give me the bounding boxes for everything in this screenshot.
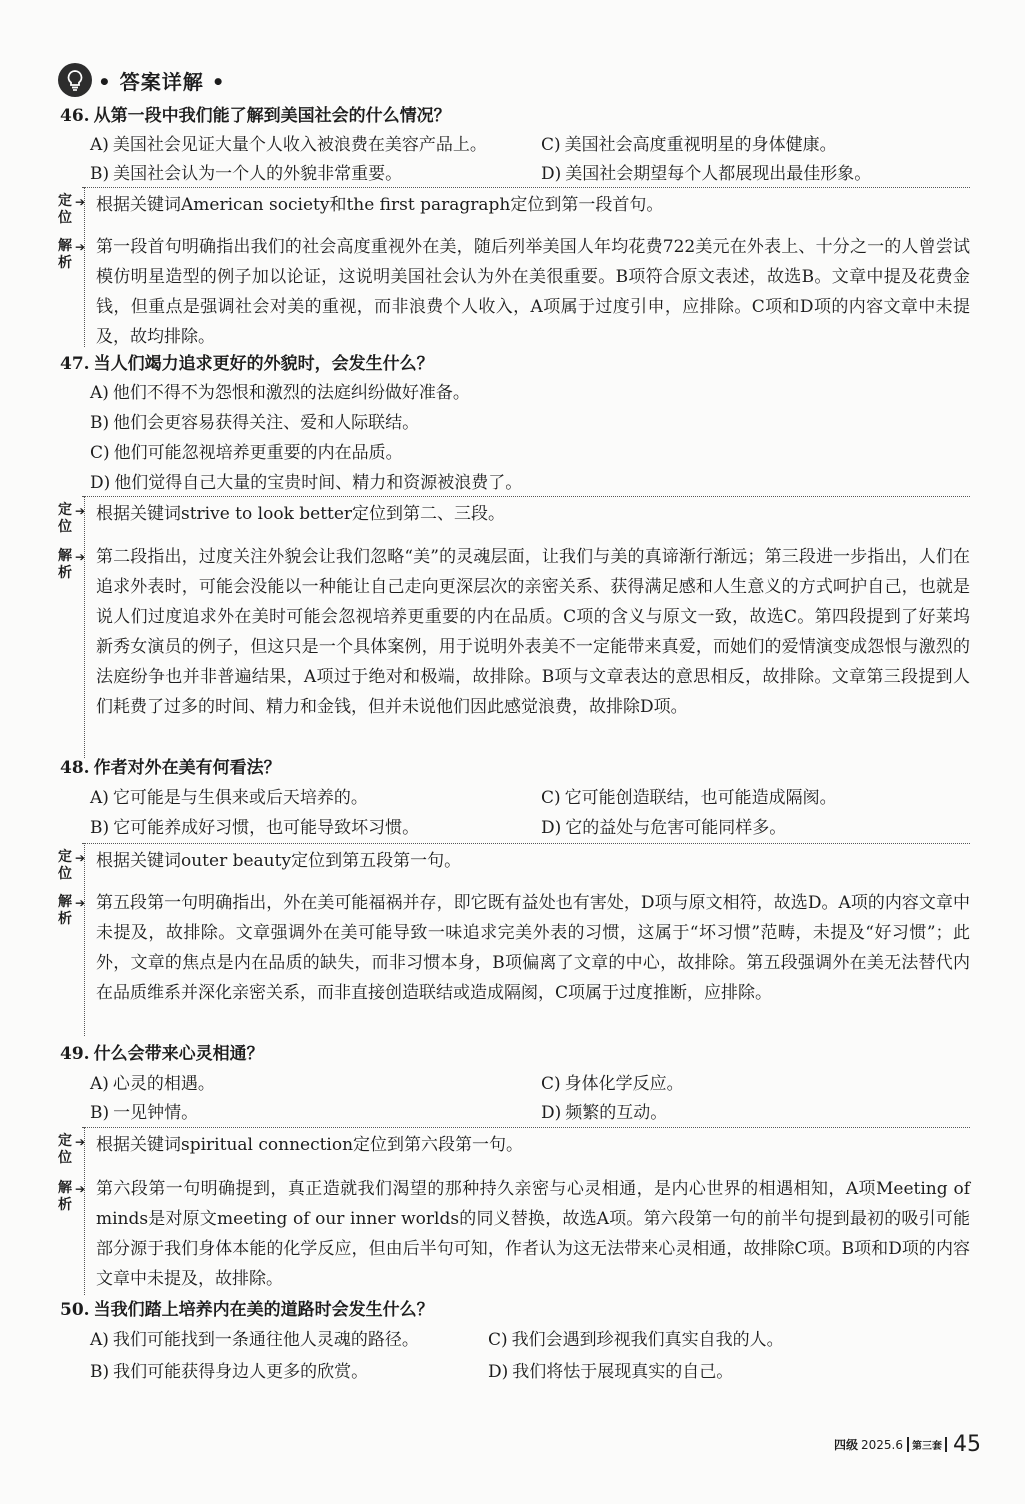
arrow-icon: ➔: [75, 195, 86, 209]
option-b: B) 我们可能获得身边人更多的欣赏。: [90, 1362, 369, 1382]
question-50-title: 50. 当我们踏上培养内在美的道路时会发生什么？: [60, 1300, 434, 1320]
locate-label: 定 位: [58, 849, 72, 882]
page-footer: [834, 1432, 981, 1457]
option-c: C) 它可能创造联结，也可能造成隔阂。: [541, 788, 837, 808]
arrow-icon: ➔: [75, 851, 86, 865]
analysis-text: 第五段第一句明确指出，外在美可能福祸并存，即它既有益处也有害处，D项与原文相符，故选D。A项的内容文章中未提及，故排除。文章强调外在美可能导致一味追求完美外表的习惯，这属于“坏习惯”范畴，未提及“好习惯”；此外，文章的焦点是内在品质的缺失，而非习惯本身，B项偏离了文章的中心，故排除。第五段强调外在美无法替代内在品质维系并深化亲密关系，而非直接创造联结或造成隔阂，C项属于过度推断，应排除。: [96, 893, 970, 1003]
option-a: A) 它可能是与生俱来或后天培养的。: [90, 788, 368, 808]
page-number: 45: [953, 1432, 981, 1457]
option-a: A) 我们可能找到一条通往他人灵魂的路径。: [90, 1330, 419, 1350]
question-49-title: 49. 什么会带来心灵相通？: [60, 1044, 264, 1064]
locate-label: 定 位: [58, 502, 72, 535]
divider: [84, 843, 85, 1036]
option-c: C) 我们会遇到珍视我们真实自我的人。: [488, 1330, 784, 1350]
analysis-text: 第六段第一句明确提到，真正造就我们渴望的那种持久亲密与心灵相通，是内心世界的相遇相知，A项Meeting of minds是对原文meeting of our inner worlds的同义替换，故选A项。第六段第一句的前半句提到最初的吸引可能部分源于我们身体本能的化学反应，但由后半句可知，作者认为这无法带来心灵相通，故排除C项。B项和D项的内容文章中未提及，故排除。: [96, 1179, 970, 1289]
option-d: D) 他们觉得自己大量的宝贵时间、精力和资源被浪费了。: [90, 473, 523, 493]
option-a: A) 他们不得不为怨恨和激烈的法庭纠纷做好准备。: [90, 383, 470, 403]
question-text: 从第一段中我们能了解到美国社会的什么情况？: [93, 106, 451, 126]
question-number: 46.: [60, 106, 90, 126]
arrow-icon: ➔: [75, 1182, 86, 1196]
section-title: • 答案详解 •: [98, 69, 226, 94]
arrow-icon: ➔: [75, 240, 86, 254]
option-c: C) 他们可能忽视培养更重要的内在品质。: [90, 443, 403, 463]
option-b: B) 他们会更容易获得关注、爱和人际联结。: [90, 413, 420, 433]
arrow-icon: ➔: [75, 896, 86, 910]
option-d: D) 美国社会期望每个人都展现出最佳形象。: [541, 164, 872, 184]
divider: [82, 187, 970, 188]
locate-text: 根据关键词outer beauty定位到第五段第一句。: [96, 851, 462, 871]
divider: [82, 1127, 970, 1128]
arrow-icon: ➔: [75, 1135, 86, 1149]
locate-text: 根据关键词strive to look better定位到第二、三段。: [96, 504, 506, 524]
lightbulb-icon: [58, 63, 92, 97]
divider: [82, 843, 970, 844]
analysis-text: 第二段指出，过度关注外貌会让我们忽略“美”的灵魂层面，让我们与美的真谛渐行渐远；第三段进一步指出，人们在追求外表时，可能会没能以一种能让自己走向更深层次的亲密关系、获得满足感和人生意义的方式呵护自己，也就是说人们过度追求外在美时可能会忽视培养更重要的内在品质。C项的含义与原文一致，故选C。第四段提到了好莱坞新秀女演员的例子，但这只是一个具体案例，用于说明外表美不一定能带来真爱，而她们的爱情演变成怨恨与激烈的法庭纷争也并非普遍结果，A项过于绝对和极端，故排除。B项与文章表达的意思相反，故排除。文章第三段提到人们耗费了过多的时间、精力和金钱，但并未说他们因此感觉浪费，故排除D项。: [96, 547, 970, 717]
locate-text: 根据关键词American society和the first paragraph定位到第一段首句。: [96, 195, 664, 215]
locate-label: 定 位: [58, 193, 72, 226]
option-d: D) 频繁的互动。: [541, 1103, 668, 1123]
analysis-label: 解 析: [58, 548, 72, 581]
arrow-icon: ➔: [75, 504, 86, 518]
analysis-label: 解 析: [58, 238, 72, 271]
analysis-text: 第一段首句明确指出我们的社会高度重视外在美，随后列举美国人年均花费722美元在外表上、十分之一的人曾尝试模仿明星造型的例子加以论证，这说明美国社会认为外在美很重要。B项符合原文表述，故选B。文章中提及花费金钱，但重点是强调社会对美的重视，而非浪费个人收入，A项属于过度引申，应排除。C项和D项的内容文章中未提及，故均排除。: [96, 237, 970, 347]
divider: [84, 187, 85, 347]
exam-set: 第三套: [907, 1437, 947, 1452]
divider: [82, 496, 970, 497]
divider: [84, 496, 85, 758]
question-47-title: 47. 当人们竭力追求更好的外貌时，会发生什么？: [60, 354, 434, 374]
exam-level: 四级: [833, 1438, 858, 1452]
option-c: C) 身体化学反应。: [541, 1074, 684, 1094]
option-b: B) 一见钟情。: [90, 1103, 199, 1123]
divider: [84, 1127, 85, 1295]
locate-label: 定 位: [58, 1133, 72, 1166]
option-d: D) 它的益处与危害可能同样多。: [541, 818, 787, 838]
option-b: B) 它可能养成好习惯，也可能导致坏习惯。: [90, 818, 420, 838]
option-b: B) 美国社会认为一个人的外貌非常重要。: [90, 164, 403, 184]
analysis-label: 解 析: [58, 1180, 72, 1213]
analysis-label: 解 析: [58, 894, 72, 927]
section-header: [58, 62, 226, 98]
locate-text: 根据关键词spiritual connection定位到第六段第一句。: [96, 1135, 524, 1155]
question-48-title: 48. 作者对外在美有何看法？: [60, 758, 281, 778]
option-d: D) 我们将怯于展现真实的自己。: [488, 1362, 734, 1382]
option-a: A) 美国社会见证大量个人收入被浪费在美容产品上。: [90, 135, 487, 155]
option-a: A) 心灵的相遇。: [90, 1074, 215, 1094]
exam-date: 2025.6: [861, 1437, 903, 1452]
question-46-title: [60, 104, 451, 128]
arrow-icon: ➔: [75, 550, 86, 564]
option-c: C) 美国社会高度重视明星的身体健康。: [541, 135, 837, 155]
